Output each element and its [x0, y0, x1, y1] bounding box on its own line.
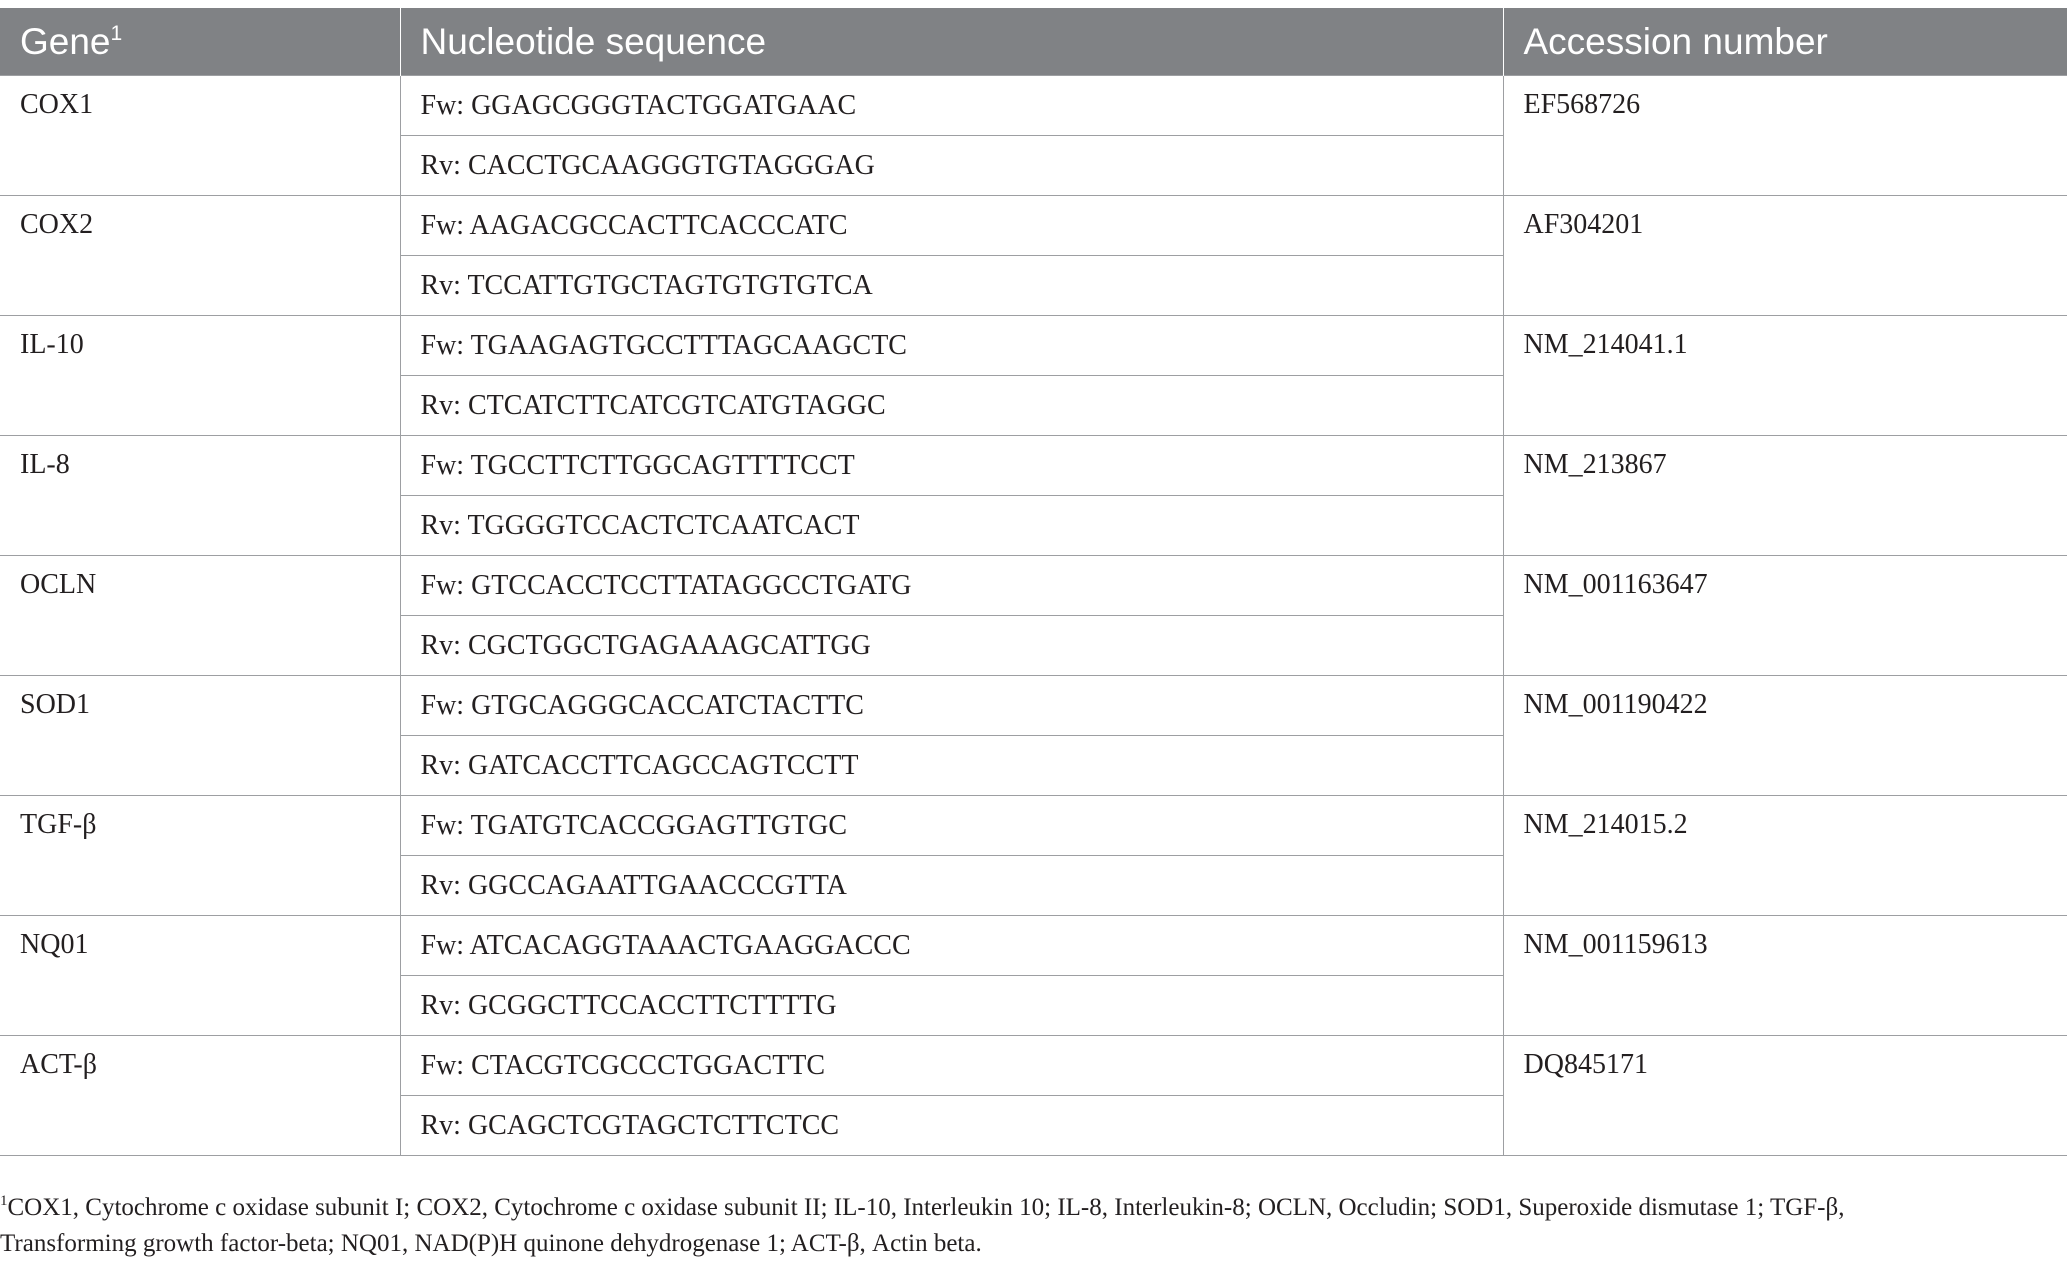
reverse-primer-cell: Rv: GCGGCTTCCACCTTCTTTTG — [400, 976, 1503, 1036]
footnote-line-1: COX1, Cytochrome c oxidase subunit I; COX2, Cytochrome c oxidase subunit II; IL-10, Interleukin 10; IL-8, Interleukin-8; OCLN, Occludin; SOD1, Superoxide dismutase 1; TGF-β, — [7, 1194, 1845, 1221]
table-row — [0, 916, 2067, 976]
accession-cell: NM_214015.2 — [1503, 796, 2067, 916]
gene-cell: IL-8 — [0, 436, 400, 556]
accession-cell: EF568726 — [1503, 76, 2067, 196]
table-row — [0, 196, 2067, 256]
header-gene-label: Gene — [20, 20, 111, 62]
gene-cell: NQ01 — [0, 916, 400, 1036]
forward-primer-cell: Fw: GTGCAGGGCACCATCTACTTC — [400, 676, 1503, 736]
forward-primer-cell: Fw: GTCCACCTCCTTATAGGCCTGATG — [400, 556, 1503, 616]
table-body — [0, 76, 2067, 1156]
accession-cell: NM_213867 — [1503, 436, 2067, 556]
forward-primer-cell: Fw: TGAAGAGTGCCTTTAGCAAGCTC — [400, 316, 1503, 376]
accession-cell: AF304201 — [1503, 196, 2067, 316]
forward-primer-cell: Fw: CTACGTCGCCCTGGACTTC — [400, 1036, 1503, 1096]
gene-cell: ACT-β — [0, 1036, 400, 1156]
reverse-primer-cell: Rv: CACCTGCAAGGGTGTAGGGAG — [400, 136, 1503, 196]
gene-cell: COX2 — [0, 196, 400, 316]
table-row — [0, 316, 2067, 376]
forward-primer-cell: Fw: AAGACGCCACTTCACCCATC — [400, 196, 1503, 256]
header-accession: Accession number — [1503, 8, 2067, 76]
header-row — [0, 8, 2067, 76]
table-row — [0, 1036, 2067, 1096]
primer-table-container — [0, 8, 2067, 1156]
reverse-primer-cell: Rv: TGGGGTCCACTCTCAATCACT — [400, 496, 1503, 556]
gene-cell: OCLN — [0, 556, 400, 676]
table-row — [0, 676, 2067, 736]
gene-cell: TGF-β — [0, 796, 400, 916]
table-row — [0, 796, 2067, 856]
accession-cell: DQ845171 — [1503, 1036, 2067, 1156]
accession-cell: NM_001159613 — [1503, 916, 2067, 1036]
reverse-primer-cell: Rv: TCCATTGTGCTAGTGTGTGTCA — [400, 256, 1503, 316]
accession-cell: NM_001190422 — [1503, 676, 2067, 796]
forward-primer-cell: Fw: TGATGTCACCGGAGTTGTGC — [400, 796, 1503, 856]
header-sequence: Nucleotide sequence — [400, 8, 1503, 76]
reverse-primer-cell: Rv: GATCACCTTCAGCCAGTCCTT — [400, 736, 1503, 796]
forward-primer-cell: Fw: TGCCTTCTTGGCAGTTTTCCT — [400, 436, 1503, 496]
reverse-primer-cell: Rv: CGCTGGCTGAGAAAGCATTGG — [400, 616, 1503, 676]
reverse-primer-cell: Rv: GCAGCTCGTAGCTCTTCTCC — [400, 1096, 1503, 1156]
table-header — [0, 8, 2067, 76]
forward-primer-cell: Fw: GGAGCGGGTACTGGATGAAC — [400, 76, 1503, 136]
accession-cell: NM_001163647 — [1503, 556, 2067, 676]
forward-primer-cell: Fw: ATCACAGGTAAACTGAAGGACCC — [400, 916, 1503, 976]
primer-table — [0, 8, 2067, 1156]
footnote-marker: 1 — [0, 1193, 8, 1209]
table-row — [0, 556, 2067, 616]
gene-cell: COX1 — [0, 76, 400, 196]
accession-cell: NM_214041.1 — [1503, 316, 2067, 436]
header-gene-footnote-marker: 1 — [110, 21, 123, 45]
reverse-primer-cell: Rv: CTCATCTTCATCGTCATGTAGGC — [400, 376, 1503, 436]
gene-cell: IL-10 — [0, 316, 400, 436]
gene-cell: SOD1 — [0, 676, 400, 796]
table-footnote — [0, 1190, 2050, 1262]
reverse-primer-cell: Rv: GGCCAGAATTGAACCCGTTA — [400, 856, 1503, 916]
table-row — [0, 76, 2067, 136]
table-row — [0, 436, 2067, 496]
header-gene — [0, 8, 400, 76]
footnote-line-2: Transforming growth factor-beta; NQ01, NAD(P)H quinone dehydrogenase 1; ACT-β, Actin beta. — [0, 1230, 982, 1257]
